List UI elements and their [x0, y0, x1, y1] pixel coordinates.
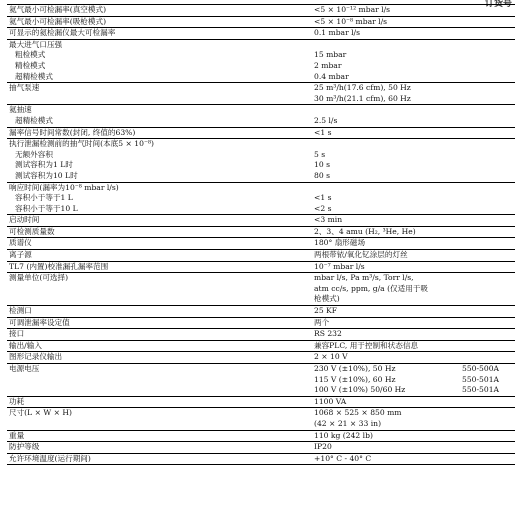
spec-value: 10⁻⁷ mbar l/s [314, 261, 365, 271]
spec-row [7, 104, 515, 126]
spec-line [7, 385, 515, 396]
spec-value: 2 mbar [314, 60, 342, 70]
spec-value: 兼容PLC, 用于控制和状态信息 [314, 340, 419, 350]
spec-line [7, 193, 515, 204]
spec-value: <1 s [314, 127, 332, 137]
spec-row [7, 39, 515, 82]
spec-row [7, 441, 515, 453]
spec-value: 15 mbar [314, 50, 347, 60]
spec-row [7, 237, 515, 249]
spec-line [7, 273, 515, 284]
spec-value: 100 V (±10%) 50/60 Hz [314, 385, 406, 395]
spec-line [7, 61, 515, 72]
spec-line [7, 171, 515, 182]
order-number: 550-501A [462, 385, 500, 395]
spec-line [7, 318, 515, 329]
spec-label: 执行泄漏检测前的抽气时间(本底5 × 10⁻⁸) [9, 139, 154, 149]
spec-sub-label: 容积小于等于10 L [15, 203, 78, 213]
spec-value: 180° 扇形磁场 [314, 238, 366, 248]
spec-label: 检测口 [9, 306, 32, 316]
spec-value: 0.1 mbar l/s [314, 28, 361, 38]
spec-line [7, 116, 515, 127]
spec-line [7, 294, 515, 305]
spec-line [7, 329, 515, 340]
order-number-header: 订货号 [484, 0, 512, 9]
spec-row [7, 363, 515, 396]
spec-value: atm cc/s, ppm, g/a (仅适用于吸 [314, 283, 429, 293]
spec-value: 2、3、4 amu (H₂, ³He, He) [314, 226, 416, 236]
spec-line [7, 442, 515, 453]
spec-value: RS 232 [314, 329, 342, 339]
spec-line [7, 72, 515, 83]
spec-row [7, 16, 515, 28]
spec-row [7, 214, 515, 226]
spec-line [7, 40, 515, 51]
spec-value: 10 s [314, 160, 330, 170]
spec-label: TL7 (内置)校准漏孔漏率范围 [9, 261, 109, 271]
spec-row [7, 261, 515, 273]
spec-label: 重量 [9, 430, 25, 440]
order-number: 550-500A [462, 364, 500, 373]
spec-row [7, 226, 515, 238]
spec-row [7, 396, 515, 408]
spec-value: 115 V (±10%), 60 Hz [314, 374, 396, 384]
spec-row [7, 27, 515, 39]
spec-row [7, 4, 515, 16]
spec-value: 80 s [314, 170, 330, 180]
spec-label: 氦气最小可检漏率(真空模式) [9, 5, 107, 14]
spec-value: <5 × 10⁻⁸ mbar l/s [314, 16, 388, 26]
spec-row [7, 453, 515, 466]
spec-row [7, 127, 515, 139]
spec-label: 质谱仪 [9, 238, 32, 248]
spec-value: 230 V (±10%), 50 Hz [314, 364, 396, 373]
spec-label: 允许环境温度(运行期间) [9, 453, 91, 463]
spec-line [7, 160, 515, 171]
spec-value: 0.4 mbar [314, 71, 349, 81]
spec-line [7, 454, 515, 465]
spec-sub-label: 无额外容积 [15, 149, 53, 159]
spec-line [7, 375, 515, 386]
spec-value: IP20 [314, 442, 332, 452]
spec-row [7, 249, 515, 261]
spec-value: mbar l/s, Pa m³/s, Torr l/s, [314, 273, 414, 283]
spec-line [7, 419, 515, 430]
spec-line [7, 306, 515, 317]
spec-value: 两个 [314, 317, 330, 327]
spec-label: 功耗 [9, 396, 25, 406]
spec-label: 最大进气口压强 [9, 39, 63, 49]
spec-sub-label: 粗检模式 [15, 50, 46, 60]
spec-label: 图形记录仪输出 [9, 352, 63, 362]
spec-label: 氦气最小可检漏率(吸枪模式) [9, 16, 107, 26]
spec-label: 输出/输入 [9, 340, 42, 350]
spec-line [7, 284, 515, 295]
spec-value: <3 min [314, 215, 343, 225]
spec-label: 防护等级 [9, 442, 40, 452]
spec-value: +10° C - 40° C [314, 453, 372, 463]
spec-label: 可检测质量数 [9, 226, 55, 236]
spec-label: 可调泄漏率设定值 [9, 317, 70, 327]
spec-line [7, 150, 515, 161]
spec-label: 可显示的氦检漏仪最大可检漏率 [9, 28, 116, 38]
spec-sub-label: 超精检模式 [15, 115, 53, 125]
spec-row [7, 340, 515, 352]
spec-value: (42 × 21 × 33 in) [314, 418, 382, 428]
spec-line [7, 94, 515, 105]
spec-line [7, 17, 515, 28]
spec-label: 尺寸(L × W × H) [9, 408, 72, 418]
spec-value: 25 m³/h(17.6 cfm), 50 Hz [314, 83, 411, 93]
spec-label: 抽气泵速 [9, 83, 40, 93]
spec-row [7, 328, 515, 340]
spec-value: 2.5 l/s [314, 115, 338, 125]
spec-line [7, 227, 515, 238]
spec-row [7, 138, 515, 181]
spec-value: 1068 × 525 × 850 mm [314, 408, 402, 418]
spec-line [7, 183, 515, 194]
spec-sub-label: 超精检模式 [15, 71, 53, 81]
spec-line [7, 341, 515, 352]
spec-line [7, 431, 515, 442]
spec-value: <2 s [314, 203, 332, 213]
spec-value: 30 m³/h(21.1 cfm), 60 Hz [314, 93, 411, 103]
spec-line [7, 397, 515, 408]
spec-value: 5 s [314, 149, 326, 159]
spec-row [7, 351, 515, 363]
spec-label: 接口 [9, 329, 25, 339]
spec-row [7, 182, 515, 215]
spec-value: 枪模式) [314, 294, 340, 304]
spec-label: 电源电压 [9, 364, 40, 373]
spec-value: <5 × 10⁻¹² mbar l/s [314, 5, 391, 14]
spec-label: 离子源 [9, 250, 32, 260]
spec-row [7, 272, 515, 305]
spec-value: 两根带铱/氧化钇涂层的灯丝 [314, 250, 408, 260]
spec-line [7, 250, 515, 261]
spec-label: 响应时间(漏率为10⁻⁸ mbar l/s) [9, 182, 119, 192]
spec-row [7, 430, 515, 442]
order-number: 550-501A [462, 374, 500, 384]
spec-row [7, 82, 515, 104]
spec-line [7, 238, 515, 249]
spec-line [7, 128, 515, 139]
spec-label: 氦抽速 [9, 105, 32, 115]
spec-label: 启动时间 [9, 215, 40, 225]
spec-label: 漏率信号时间常数(封闭, 终值的63%) [9, 127, 136, 137]
spec-row [7, 305, 515, 317]
spec-value: <1 s [314, 193, 332, 203]
spec-line [7, 215, 515, 226]
spec-line [7, 5, 515, 16]
spec-sub-label: 测试容积为1 L时 [15, 160, 73, 170]
spec-sub-label: 精检模式 [15, 60, 46, 70]
spec-line [7, 105, 515, 116]
spec-line [7, 262, 515, 273]
spec-row [7, 317, 515, 329]
spec-line [7, 352, 515, 363]
spec-line [7, 204, 515, 215]
spec-line [7, 50, 515, 61]
spec-line [7, 364, 515, 375]
spec-line [7, 83, 515, 94]
spec-value: 25 KF [314, 306, 338, 316]
spec-label: 测量单位(可选择) [9, 273, 69, 283]
spec-line [7, 408, 515, 419]
spec-row [7, 407, 515, 429]
spec-line [7, 28, 515, 39]
spec-sub-label: 容积小于等于1 L [15, 193, 73, 203]
spec-value: 2 × 10 V [314, 352, 348, 362]
spec-sub-label: 测试容积为10 L时 [15, 170, 78, 180]
spec-value: 1100 VA [314, 396, 347, 406]
specification-table [7, 4, 515, 465]
spec-line [7, 139, 515, 150]
spec-value: 110 kg (242 lb) [314, 430, 373, 440]
